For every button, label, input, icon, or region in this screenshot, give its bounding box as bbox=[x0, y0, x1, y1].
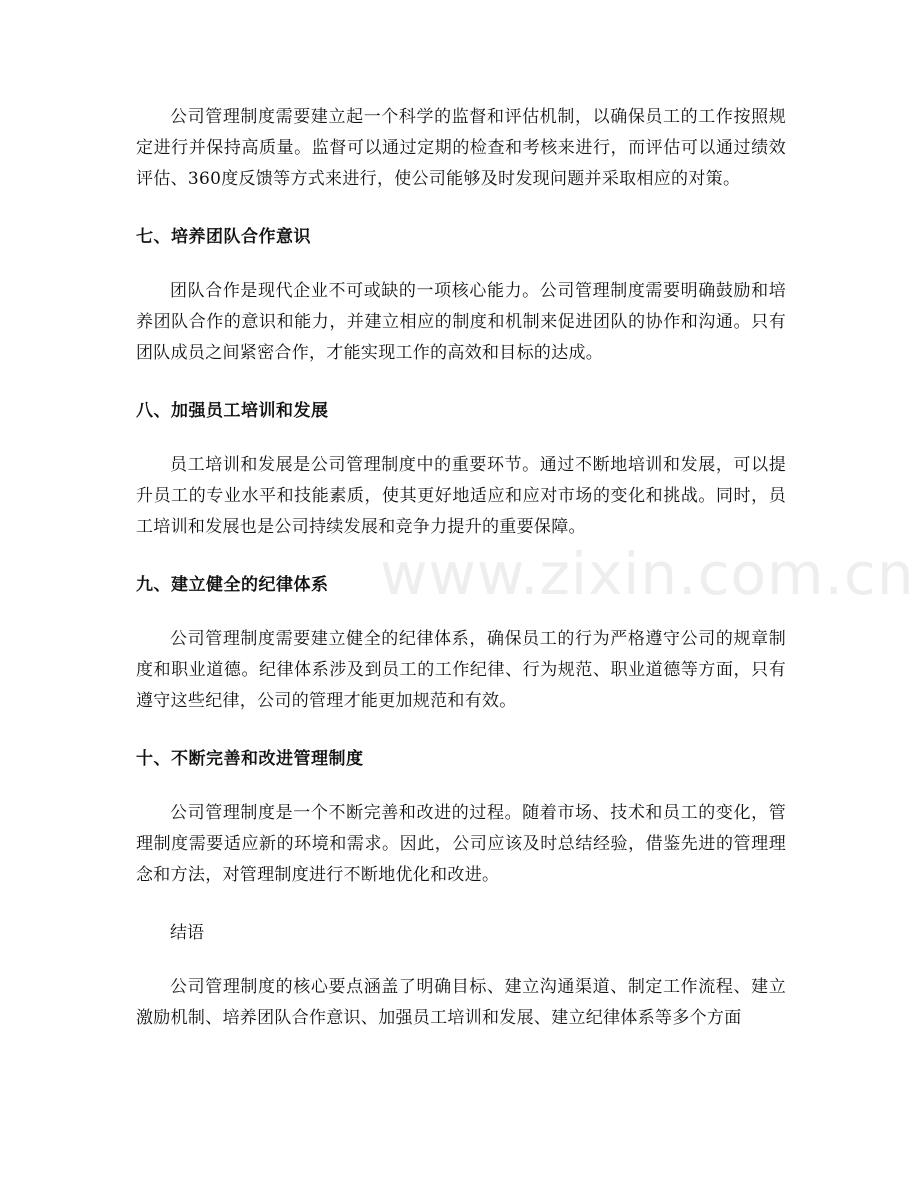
conclusion-paragraph: 公司管理制度的核心要点涵盖了明确目标、建立沟通渠道、制定工作流程、建立激励机制、培养团队合作意识、加强员工培训和发展、建立纪律体系等多个方面 bbox=[136, 977, 786, 1028]
section-paragraph-8: 员工培训和发展是公司管理制度中的重要环节。通过不断地培训和发展，可以提升员工的专业水平和技能素质，使其更好地适应和应对市场的变化和挑战。同时，员工培训和发展也是公司持续发展和竞争力提升的重要保障。 bbox=[136, 455, 786, 537]
section-paragraph-7: 团队合作是现代企业不可或缺的一项核心能力。公司管理制度需要明确鼓励和培养团队合作的意识和能力，并建立相应的制度和机制来促进团队的协作和沟通。只有团队成员之间紧密合作，才能实现工作的高效和目标的达成。 bbox=[136, 281, 786, 363]
conclusion-title: 结语 bbox=[170, 923, 204, 943]
intro-paragraph: 公司管理制度需要建立起一个科学的监督和评估机制，以确保员工的工作按照规定进行并保持高质量。监督可以通过定期的检查和考核来进行，而评估可以通过绩效评估、360度反馈等方式来进行，使公司能够及时发现问题并采取相应的对策。 bbox=[136, 107, 786, 189]
watermark: www.zixin.com.cn bbox=[380, 540, 915, 608]
section-heading-10: 十、不断完善和改进管理制度 bbox=[136, 749, 364, 769]
section-heading-8: 八、加强员工培训和发展 bbox=[136, 401, 329, 421]
section-heading-9: 九、建立健全的纪律体系 bbox=[136, 575, 329, 595]
section-paragraph-10: 公司管理制度是一个不断完善和改进的过程。随着市场、技术和员工的变化，管理制度需要适应新的环境和需求。因此，公司应该及时总结经验，借鉴先进的管理理念和方法，对管理制度进行不断地优化和改进。 bbox=[136, 803, 786, 885]
section-heading-7: 七、培养团队合作意识 bbox=[136, 227, 311, 247]
document-body bbox=[136, 102, 786, 1034]
section-paragraph-9: 公司管理制度需要建立健全的纪律体系，确保员工的行为严格遵守公司的规章制度和职业道德。纪律体系涉及到员工的工作纪律、行为规范、职业道德等方面，只有遵守这些纪律，公司的管理才能更加规范和有效。 bbox=[136, 629, 786, 711]
